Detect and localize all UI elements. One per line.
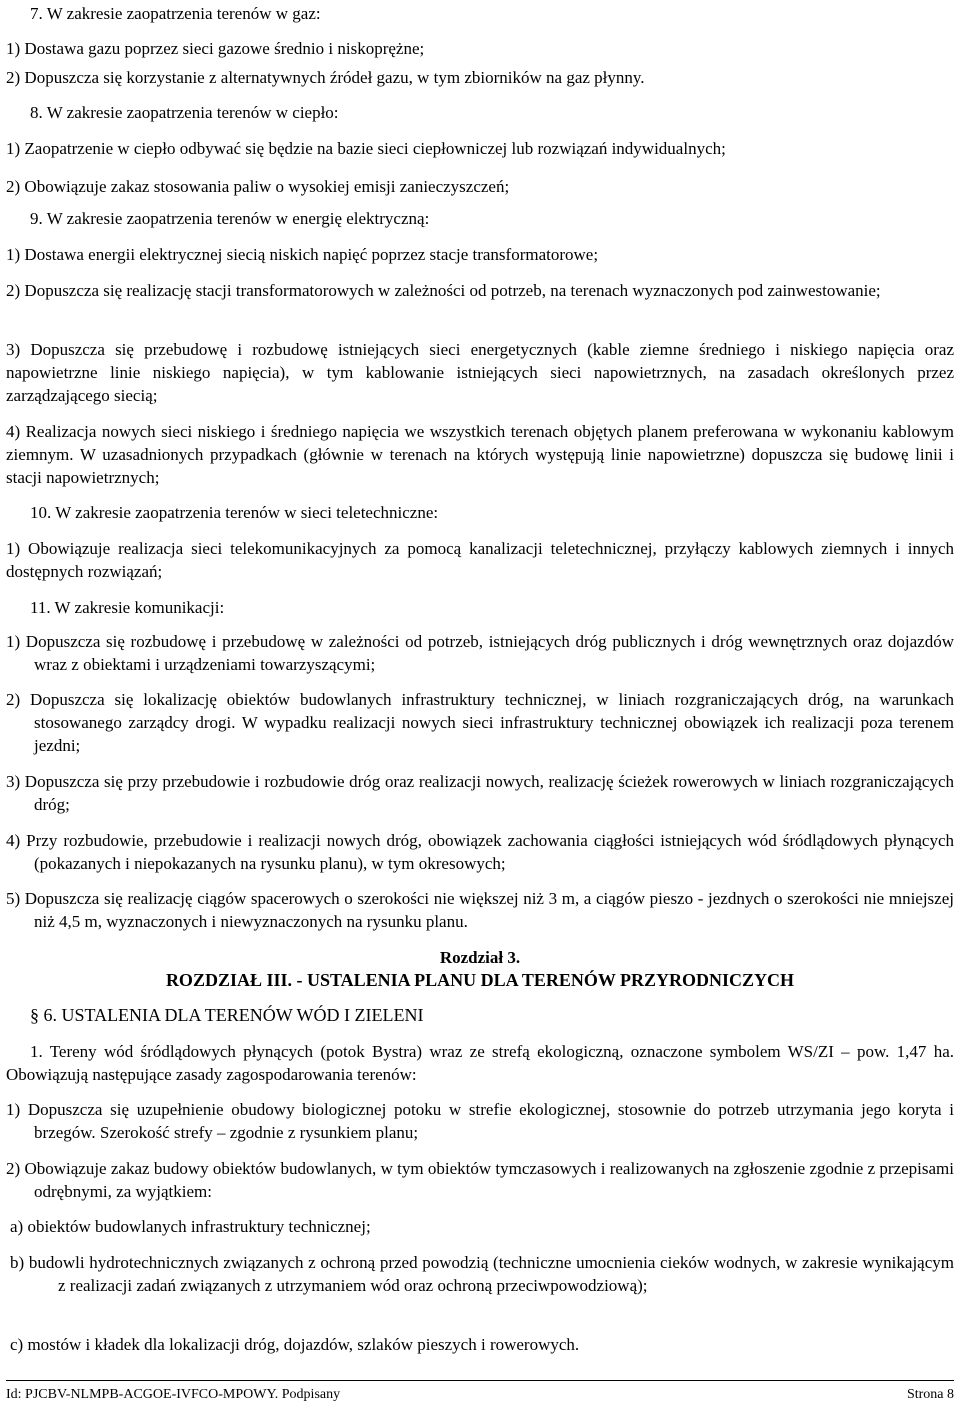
item-7-heading: 7. W zakresie zaopatrzenia terenów w gaz: bbox=[30, 4, 321, 23]
section-6-rule-2: 2) Obowiązuje zakaz budowy obiektów budowlanych, w tym obiektów tymczasowych i realizowanych na zgłoszenie zgodnie z przepisami odrębnymi, za wyjątkiem: bbox=[6, 1159, 954, 1201]
item-9-heading: 9. W zakresie zaopatrzenia terenów w energię elektryczną: bbox=[30, 209, 430, 228]
item-7-point-1: 1) Dostawa gazu poprzez sieci gazowe średnio i niskoprężne; bbox=[6, 39, 425, 58]
item-11-point-3: 3) Dopuszcza się przy przebudowie i rozbudowie dróg oraz realizacji nowych, realizację ścieżek rowerowych w liniach rozgraniczających dróg; bbox=[6, 772, 954, 814]
section-6-title: § 6. USTALENIA DLA TERENÓW WÓD I ZIELENI bbox=[30, 1005, 424, 1025]
item-11-point-2: 2) Dopuszcza się lokalizację obiektów budowlanych infrastruktury technicznej, w liniach rozgraniczających dróg, na warunkach stosowanego zarządcy drogi. W wypadku realizacji nowych sieci infrastruktury technicznej obowiązek ich realizacji poza terenem jezdni; bbox=[6, 690, 954, 755]
section-6-exception-a: a) obiektów budowlanych infrastruktury technicznej; bbox=[10, 1217, 371, 1236]
item-9-point-4: 4) Realizacja nowych sieci niskiego i średniego napięcia we wszystkich terenach objętych planem preferowana w wykonaniu kablowym ziemnym. W uzasadnionych przypadkach (głównie w terenach na których występują linie napowietrzne) dopuszcza się budowę linii i stacji napowietrznych; bbox=[6, 422, 954, 487]
item-11-point-5: 5) Dopuszcza się realizację ciągów spacerowych o szerokości nie większej niż 3 m, a ciągów pieszo - jezdnych o szerokości nie mniejszej niż 4,5 m, wyznaczonych i niewyznaczonych na rysunku planu. bbox=[6, 889, 954, 931]
document-id: Id: PJCBV-NLMPB-ACGOE-IVFCO-MPOWY. Podpisany bbox=[6, 1387, 341, 1402]
item-11-point-4: 4) Przy rozbudowie, przebudowie i realizacji nowych dróg, obowiązek zachowania ciągłości istniejących wód śródlądowych płynących (pokazanych i niepokazanych na rysunku planu), w tym okresowych; bbox=[6, 831, 954, 873]
item-10-point-1: 1) Obowiązuje realizacja sieci telekomunikacyjnych za pomocą kanalizacji teletechnicznej, przyłączy kablowych ziemnych i innych dostępnych rozwiązań; bbox=[6, 539, 954, 581]
page-number: Strona 8 bbox=[906, 1387, 954, 1402]
item-8-heading: 8. W zakresie zaopatrzenia terenów w ciepło: bbox=[30, 103, 339, 122]
section-6-exception-c: c) mostów i kładek dla lokalizacji dróg, dojazdów, szlaków pieszych i rowerowych. bbox=[10, 1335, 580, 1354]
item-11-point-1: 1) Dopuszcza się rozbudowę i przebudowę w zależności od potrzeb, istniejących dróg publicznych i dróg wewnętrznych oraz dojazdów wraz z obiektami i urządzeniami towarzyszącymi; bbox=[6, 632, 954, 674]
item-9-point-2: 2) Dopuszcza się realizację stacji transformatorowych w zależności od potrzeb, na terenach wyznaczonych pod zainwestowanie; bbox=[6, 281, 881, 300]
item-7-point-2: 2) Dopuszcza się korzystanie z alternatywnych źródeł gazu, w tym zbiorników na gaz płynny. bbox=[6, 68, 645, 87]
item-9-point-3: 3) Dopuszcza się przebudowę i rozbudowę istniejących sieci energetycznych (kable ziemne średniego i niskiego napięcia oraz napowietrzne linie niskiego napięcia), w tym kablowanie istniejących sieci napowietrznych, na zasadach określonych przez zarządzającego siecią; bbox=[6, 340, 954, 405]
item-8-point-1: 1) Zaopatrzenie w ciepło odbywać się będzie na bazie sieci ciepłowniczej lub rozwiązań indywidualnych; bbox=[6, 139, 726, 158]
chapter-number: Rozdział 3. bbox=[439, 948, 521, 967]
page-footer bbox=[6, 1380, 954, 1404]
item-11-heading: 11. W zakresie komunikacji: bbox=[30, 598, 225, 617]
section-6-point-1: 1. Tereny wód śródlądowych płynących (potok Bystra) wraz ze strefą ekologiczną, oznaczone symbolem WS/ZI – pow. 1,47 ha. Obowiązują następujące zasady zagospodarowania terenów: bbox=[6, 1042, 954, 1084]
item-9-point-1: 1) Dostawa energii elektrycznej siecią niskich napięć poprzez stacje transformatorowe; bbox=[6, 245, 599, 264]
item-10-heading: 10. W zakresie zaopatrzenia terenów w sieci teletechniczne: bbox=[30, 503, 439, 522]
section-6-exception-b: b) budowli hydrotechnicznych związanych z ochroną przed powodzią (techniczne umocnienia cieków wodnych, w zakresie wynikającym z realizacji zadań związanych z utrzymaniem wód oraz ochroną przeciwpowodziową); bbox=[10, 1253, 954, 1295]
item-8-point-2: 2) Obowiązuje zakaz stosowania paliw o wysokiej emisji zanieczyszczeń; bbox=[6, 177, 510, 196]
section-6-rule-1: 1) Dopuszcza się uzupełnienie obudowy biologicznej potoku w strefie ekologicznej, stosownie do potrzeb utrzymania jego koryta i brzegów. Szerokość strefy – zgodnie z rysunkiem planu; bbox=[6, 1100, 954, 1142]
chapter-title: ROZDZIAŁ III. - USTALENIA PLANU DLA TERENÓW PRZYRODNICZYCH bbox=[165, 970, 795, 990]
